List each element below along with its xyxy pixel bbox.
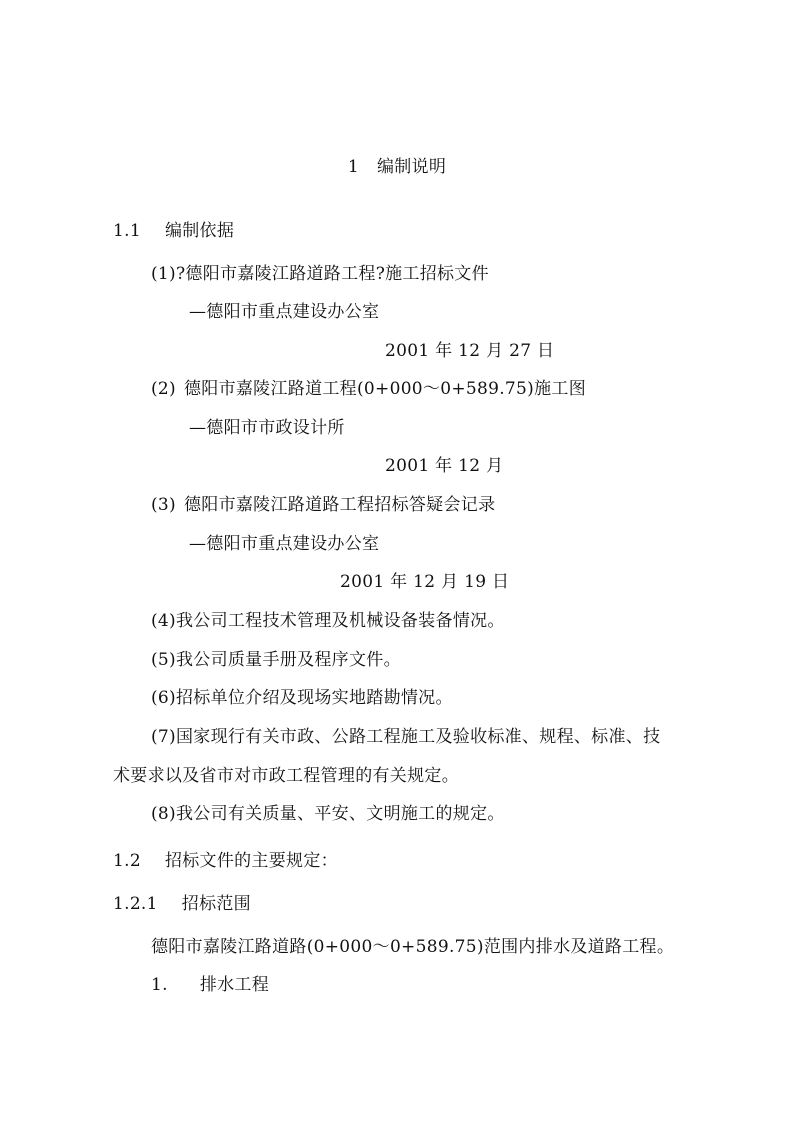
title-number: 1 <box>347 157 359 177</box>
basis-item-6: (6)招标单位介绍及现场实地踏勘情况。 <box>151 688 453 708</box>
basis-item-3-date: 2001 年 12 月 19 日 <box>340 572 510 592</box>
scope-text: 德阳市嘉陵江路道路(0+000～0+589.75)范围内排水及道路工程。 <box>151 937 675 957</box>
section-number: 1.2.1 <box>113 894 158 914</box>
item-number: (2) <box>151 379 176 399</box>
section-title: 编制依据 <box>164 221 235 241</box>
basis-item-7-line-2: 术要求以及省市对市政工程管理的有关规定。 <box>113 766 459 786</box>
section-number: 1.1 <box>113 221 141 241</box>
basis-item-2-issuer: —德阳市市政设计所 <box>189 418 345 438</box>
section-1-1-heading <box>113 220 234 242</box>
basis-item-3 <box>151 494 495 516</box>
section-title: 招标文件的主要规定： <box>164 851 338 871</box>
basis-item-2 <box>151 378 586 400</box>
basis-item-3-issuer: —德阳市重点建设办公室 <box>189 534 380 554</box>
section-title: 招标范围 <box>181 894 251 914</box>
item-text: 德阳市嘉陵江路道工程(0+000～0+589.75)施工图 <box>183 379 586 399</box>
basis-item-1: (1)?德阳市嘉陵江路道路工程?施工招标文件 <box>151 264 489 284</box>
basis-item-2-date: 2001 年 12 月 <box>385 456 504 476</box>
basis-item-4: (4)我公司工程技术管理及机械设备装备情况。 <box>151 611 505 631</box>
list-item-1 <box>151 974 269 996</box>
basis-item-8: (8)我公司有关质量、平安、文明施工的规定。 <box>151 804 505 824</box>
section-1-2-heading <box>113 850 338 872</box>
item-text: 德阳市嘉陵江路道路工程招标答疑会记录 <box>183 495 496 515</box>
section-1-2-1-heading <box>113 893 251 915</box>
basis-item-7-line-1: (7)国家现行有关市政、公路工程施工及验收标准、规程、标准、技 <box>151 727 661 747</box>
title-text: 编制说明 <box>376 157 447 177</box>
basis-item-1-issuer: —德阳市重点建设办公室 <box>189 302 380 322</box>
list-number: 1. <box>151 975 168 995</box>
basis-item-5: (5)我公司质量手册及程序文件。 <box>151 650 401 670</box>
page-title <box>0 156 794 178</box>
item-number: (3) <box>151 495 176 515</box>
basis-item-1-date: 2001 年 12 月 27 日 <box>385 341 555 361</box>
list-text: 排水工程 <box>199 975 270 995</box>
section-number: 1.2 <box>113 851 141 871</box>
